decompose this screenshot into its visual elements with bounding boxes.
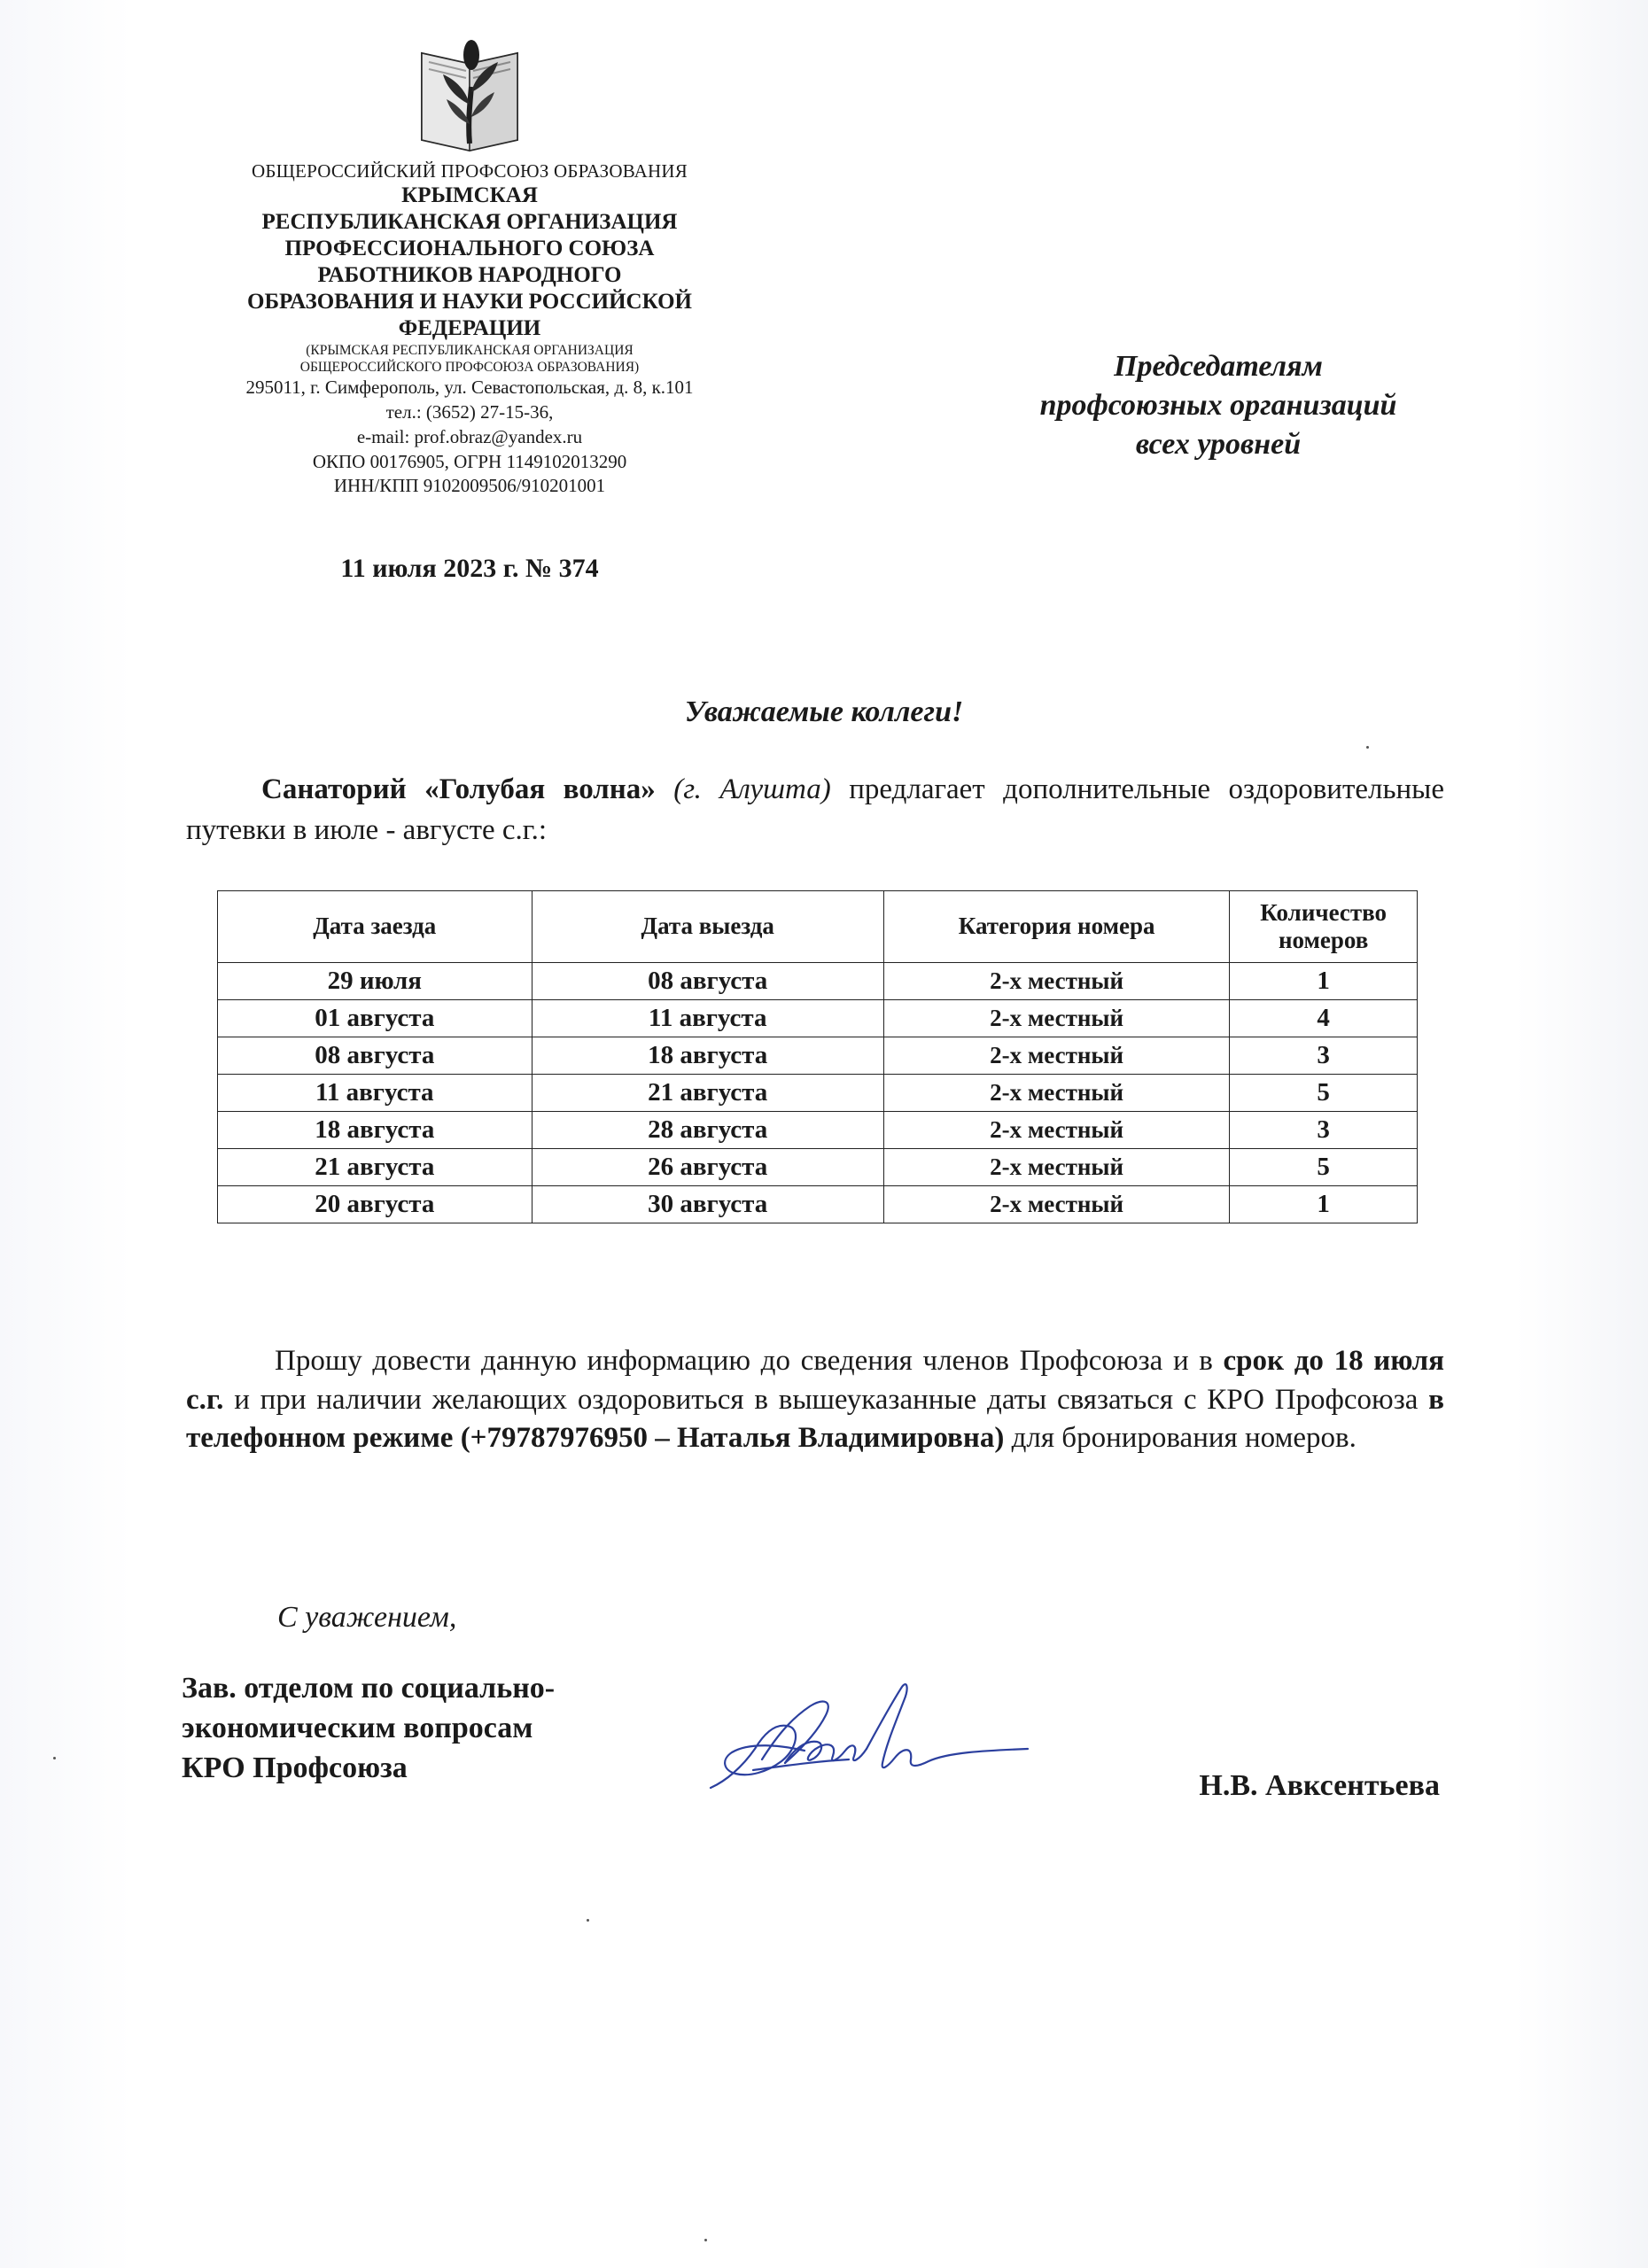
cell-category: 2-х местный <box>883 1186 1230 1223</box>
org-name-line: РЕСПУБЛИКАНСКАЯ ОРГАНИЗАЦИЯ <box>261 209 678 234</box>
sanatorium-name: Санаторий «Голубая волна» <box>261 773 656 805</box>
intro-paragraph <box>186 769 1444 850</box>
cell-count: 1 <box>1230 1186 1418 1223</box>
cell-count: 5 <box>1230 1149 1418 1186</box>
handwritten-signature <box>700 1674 1037 1807</box>
addressee-line: всех уровней <box>1135 428 1302 462</box>
greeting: Уважаемые коллеги! <box>684 695 964 728</box>
org-name-line: РАБОТНИКОВ НАРОДНОГО <box>317 262 622 287</box>
column-header-departure: Дата выезда <box>532 891 883 963</box>
table-row <box>218 1075 1418 1112</box>
cell-category: 2-х местный <box>883 1075 1230 1112</box>
column-header-count: Количество номеров <box>1230 891 1418 963</box>
org-name-line: ФЕДЕРАЦИИ <box>398 315 541 340</box>
cell-departure: 08 августа <box>532 963 883 1000</box>
rooms-table <box>217 890 1418 1223</box>
cell-count: 3 <box>1230 1112 1418 1149</box>
scan-speck <box>1366 746 1369 749</box>
request-deadline: срок до 18 июля с.г. <box>186 1345 1445 1416</box>
org-email: e-mail: prof.obraz@yandex.ru <box>356 425 583 447</box>
addressee-line: профсоюзных организаций <box>1039 389 1397 423</box>
request-paragraph <box>186 1342 1444 1458</box>
request-text-1: Прошу довести данную информацию до сведения членов Профсоюза и в <box>275 1345 1213 1377</box>
org-address: 295011, г. Симферополь, ул. Севастопольская, д. 8, к.101 <box>245 377 694 399</box>
intro-text: предлагает дополнительные оздоровительные путевки в июле - августе с.г.: <box>186 773 1445 847</box>
table-row <box>218 1186 1418 1223</box>
cell-count: 3 <box>1230 1037 1418 1075</box>
signer-position <box>182 1668 555 1789</box>
cell-category: 2-х местный <box>883 1149 1230 1186</box>
org-name-line: ОБРАЗОВАНИЯ И НАУКИ РОССИЙСКОЙ <box>247 289 692 314</box>
table-row <box>218 1000 1418 1037</box>
table-row <box>218 1112 1418 1149</box>
cell-category: 2-х местный <box>883 1037 1230 1075</box>
addressee <box>957 347 1480 465</box>
table-row <box>218 1149 1418 1186</box>
union-logo <box>416 35 523 155</box>
cell-arrival: 11 августа <box>218 1075 532 1112</box>
organization-header <box>177 161 762 499</box>
addressee-line: Председателям <box>1114 350 1323 383</box>
org-name-line: ПРОФЕССИОНАЛЬНОГО СОЮЗА <box>284 236 655 260</box>
signer-position-line: КРО Профсоюза <box>182 1751 408 1785</box>
sanatorium-location: (г. Алушта) <box>673 773 831 805</box>
cell-count: 5 <box>1230 1075 1418 1112</box>
table-header-row <box>218 891 1418 963</box>
org-inn-kpp: ИНН/КПП 9102009506/910201001 <box>333 475 606 497</box>
table-row <box>218 963 1418 1000</box>
cell-count: 4 <box>1230 1000 1418 1037</box>
cell-count: 1 <box>1230 963 1418 1000</box>
cell-category: 2-х местный <box>883 1112 1230 1149</box>
org-okpo-ogrn: ОКПО 00176905, ОГРН 1149102013290 <box>312 450 627 472</box>
cell-arrival: 20 августа <box>218 1186 532 1223</box>
org-phone: тел.: (3652) 27-15-36, <box>385 401 554 423</box>
cell-arrival: 18 августа <box>218 1112 532 1149</box>
cell-departure: 26 августа <box>532 1149 883 1186</box>
request-text-2: и при наличии желающих оздоровиться в вышеуказанные даты связаться с КРО Профсоюза <box>223 1383 1429 1416</box>
signer-position-line: экономическим вопросам <box>182 1712 533 1745</box>
signer-name: Н.В. Авксентьева <box>1199 1769 1440 1802</box>
signer-position-line: Зав. отделом по социально- <box>182 1672 556 1705</box>
column-header-category: Категория номера <box>883 891 1230 963</box>
letter-date-number: 11 июля 2023 г. № 374 <box>340 554 599 583</box>
scan-speck <box>587 1919 589 1922</box>
cell-departure: 18 августа <box>532 1037 883 1075</box>
column-header-arrival: Дата заезда <box>218 891 532 963</box>
cell-arrival: 29 июля <box>218 963 532 1000</box>
cell-departure: 21 августа <box>532 1075 883 1112</box>
cell-departure: 28 августа <box>532 1112 883 1149</box>
request-contact: в телефонном режиме (+79787976950 – Наталья Владимировна) <box>186 1383 1444 1455</box>
org-abbrev-line: (КРЫМСКАЯ РЕСПУБЛИКАНСКАЯ ОРГАНИЗАЦИЯ <box>306 342 634 358</box>
cell-arrival: 01 августа <box>218 1000 532 1037</box>
org-name-line: КРЫМСКАЯ <box>401 183 538 207</box>
scan-speck <box>704 2239 707 2241</box>
table-row <box>218 1037 1418 1075</box>
scan-speck <box>53 1757 56 1759</box>
org-abbrev-line: ОБЩЕРОССИЙСКОГО ПРОФСОЮЗА ОБРАЗОВАНИЯ) <box>299 360 640 376</box>
cell-category: 2-х местный <box>883 963 1230 1000</box>
cell-departure: 11 августа <box>532 1000 883 1037</box>
cell-arrival: 21 августа <box>218 1149 532 1186</box>
org-top-line: ОБЩЕРОССИЙСКИЙ ПРОФСОЮЗ ОБРАЗОВАНИЯ <box>252 160 688 182</box>
closing-phrase: С уважением, <box>277 1601 457 1634</box>
cell-arrival: 08 августа <box>218 1037 532 1075</box>
cell-category: 2-х местный <box>883 1000 1230 1037</box>
request-text-3: для бронирования номеров. <box>1004 1422 1356 1455</box>
cell-departure: 30 августа <box>532 1186 883 1223</box>
